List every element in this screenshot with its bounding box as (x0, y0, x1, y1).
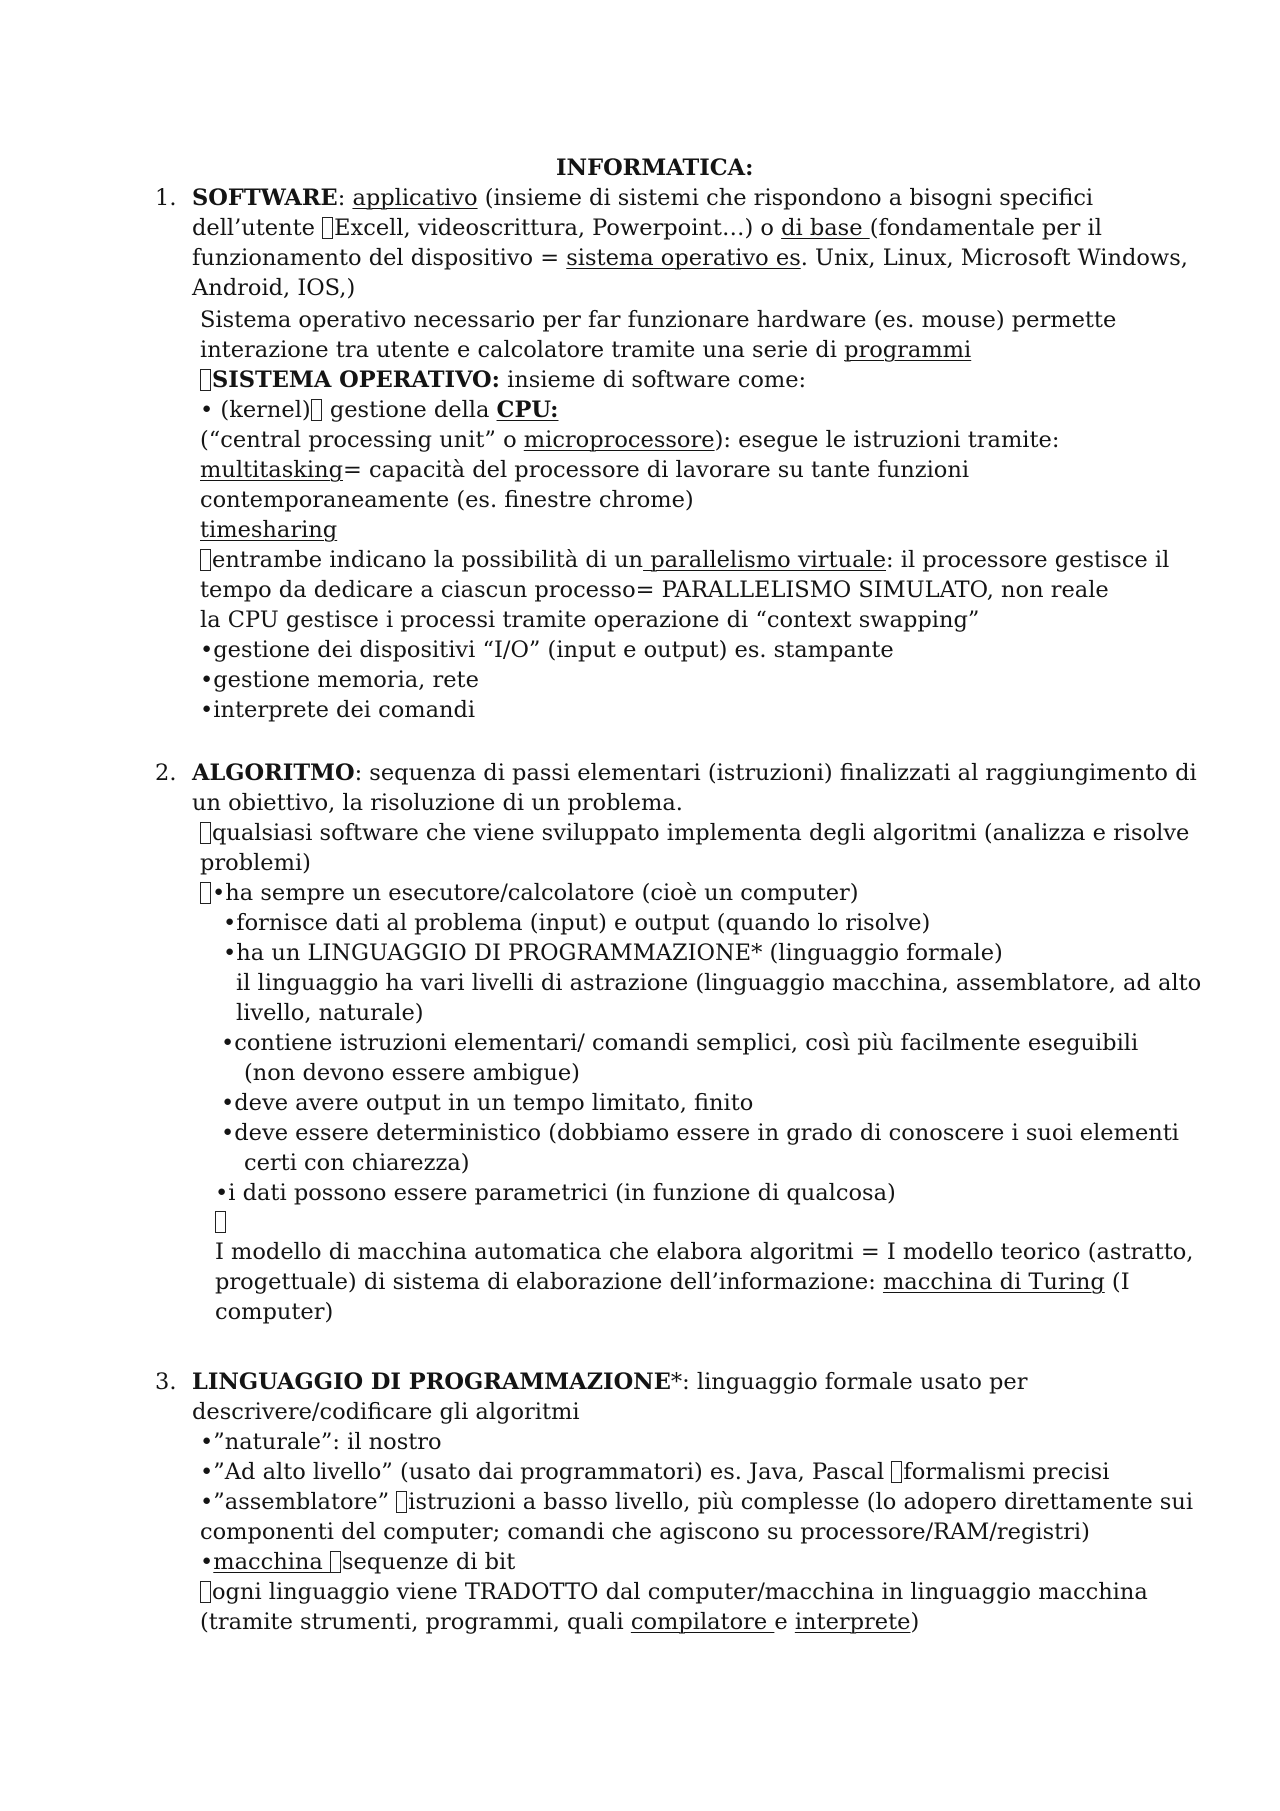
text-line (200, 695, 475, 725)
text-line (244, 1058, 580, 1088)
text-span: • (200, 1549, 214, 1575)
missing-glyph-icon (215, 1211, 226, 1233)
text-span: il linguaggio ha vari livelli di astrazione (linguaggio macchina, assemblatore, ad alto (236, 970, 1202, 996)
text-line (200, 1517, 1090, 1547)
missing-glyph-icon (396, 1491, 407, 1513)
text-line (223, 938, 1003, 968)
text-span: SISTEMA OPERATIVO: (212, 367, 500, 393)
text-span: I modello di macchina automatica che elabora algoritmi = I modello teorico (astratto, (215, 1239, 1194, 1265)
text-span: (insieme di sistemi che rispondono a bisogni specifici (477, 185, 1094, 211)
text-line (192, 1397, 580, 1427)
text-span: funzionamento del dispositivo = (192, 245, 567, 271)
text-span: LINGUAGGIO DI PROGRAMMAZIONE (192, 1369, 671, 1395)
missing-glyph-icon (330, 1551, 341, 1573)
text-line (192, 213, 1102, 243)
text-span: interprete (794, 1609, 911, 1635)
text-span: : sequenza di passi elementari (istruzioni) finalizzati al raggiungimento di (354, 760, 1197, 786)
text-span: ) (910, 1609, 920, 1635)
text-line (200, 665, 479, 695)
text-line (200, 848, 311, 878)
text-span: Excell, videoscrittura, Powerpoint…) o (334, 215, 782, 241)
text-span: •i dati possono essere parametrici (in funzione di qualcosa) (215, 1180, 896, 1206)
text-line (221, 1088, 753, 1118)
text-line (200, 575, 1109, 605)
text-span: •ha sempre un esecutore/calcolatore (cioè un computer) (212, 880, 859, 906)
text-line (215, 1267, 1130, 1297)
text-span: tempo da dedicare a ciascun processo= PARALLELISMO SIMULATO, non reale (200, 577, 1109, 603)
text-span: formalismi precisi (903, 1459, 1110, 1485)
text-span: = capacità del processore di lavorare su tante funzioni (343, 457, 970, 483)
text-span: certi con chiarezza) (244, 1150, 470, 1176)
text-span: •gestione dei dispositivi “I/O” (input e output) es. stampante (200, 637, 894, 663)
text-span: microprocessore (523, 427, 715, 453)
text-line (215, 1207, 227, 1237)
text-line (192, 243, 1188, 273)
text-span: •deve avere output in un tempo limitato, finito (221, 1090, 754, 1116)
text-span: ): esegue le istruzioni tramite: (714, 427, 1060, 453)
missing-glyph-icon (200, 369, 211, 391)
text-line (200, 1427, 442, 1457)
text-span: progettuale) di sistema di elaborazione dell’informazione: (215, 1269, 883, 1295)
missing-glyph-icon (311, 399, 322, 421)
text-line (215, 1297, 333, 1327)
text-span: macchina di Turing (882, 1269, 1105, 1295)
missing-glyph-icon (200, 882, 211, 904)
document-title: INFORMATICA: (556, 155, 754, 181)
text-span: componenti del computer; comandi che agiscono su processore/RAM/registri) (200, 1519, 1090, 1545)
text-line (192, 758, 1197, 788)
text-span: (tramite strumenti, programmi, quali (200, 1609, 631, 1635)
text-line (200, 878, 859, 908)
text-span: ALGORITMO (192, 760, 355, 786)
text-line (200, 818, 1189, 848)
text-span: (fondamentale per il (869, 215, 1102, 241)
text-line (236, 998, 424, 1028)
text-span: e (774, 1609, 795, 1635)
text-span: sequenze di bit (341, 1549, 516, 1575)
text-span: compilatore (630, 1609, 775, 1635)
text-span: entrambe indicano la possibilità di un (212, 547, 644, 573)
text-span: : (337, 185, 353, 211)
text-span: • (kernel) (200, 397, 311, 423)
text-span: descrivere/codificare gli algoritmi (192, 1399, 580, 1425)
section-number: 3. (155, 1369, 177, 1395)
text-span: applicativo (352, 185, 478, 211)
text-span: CPU: (496, 397, 559, 423)
missing-glyph-icon (200, 822, 211, 844)
text-span: SOFTWARE (192, 185, 338, 211)
text-span: (I (1104, 1269, 1130, 1295)
text-span: •fornisce dati al problema (input) e output (quando lo risolve) (223, 910, 931, 936)
text-span: •”Ad alto livello” (usato dai programmatori) es. Java, Pascal (200, 1459, 892, 1485)
section-number: 1. (155, 185, 177, 211)
text-span: sistema operativo es (566, 245, 801, 271)
text-span: ogni linguaggio viene TRADOTTO dal computer/macchina in linguaggio macchina (212, 1579, 1148, 1605)
text-span: macchina (213, 1549, 330, 1575)
text-span: di base (781, 215, 870, 241)
text-span: problemi) (200, 850, 311, 876)
text-line (200, 605, 979, 635)
text-span: •deve essere deterministico (dobbiamo essere in grado di conoscere i suoi elementi (221, 1120, 1179, 1146)
text-span: computer) (215, 1299, 334, 1325)
text-span: •interprete dei comandi (200, 697, 476, 723)
text-span: interazione tra utente e calcolatore tramite una serie di (200, 337, 845, 363)
text-span: programmi (844, 337, 972, 363)
missing-glyph-icon (322, 217, 333, 239)
text-span: •”naturale”: il nostro (200, 1429, 442, 1455)
text-span: (“central processing unit” o (200, 427, 524, 453)
text-span: •”assemblatore” (200, 1489, 397, 1515)
text-line (200, 1577, 1148, 1607)
text-line (244, 1148, 470, 1178)
missing-glyph-icon (200, 549, 211, 571)
text-line (192, 788, 683, 818)
text-span: •ha un LINGUAGGIO DI PROGRAMMAZIONE* (linguaggio formale) (223, 940, 1003, 966)
missing-glyph-icon (891, 1461, 902, 1483)
text-line (200, 305, 1116, 335)
text-span: insieme di software come: (499, 367, 807, 393)
text-span: *: linguaggio formale usato per (670, 1369, 1028, 1395)
text-span: dell’utente (192, 215, 323, 241)
text-line (200, 635, 894, 665)
text-line (215, 1178, 896, 1208)
text-line (200, 1607, 919, 1637)
text-span: (non devono essere ambigue) (244, 1060, 580, 1086)
text-span: qualsiasi software che viene sviluppato implementa degli algoritmi (analizza e risolve (212, 820, 1190, 846)
text-span: la CPU gestisce i processi tramite operazione di “context swapping” (200, 607, 980, 633)
text-line (221, 1028, 1138, 1058)
text-span: livello, naturale) (236, 1000, 424, 1026)
text-line (192, 1367, 1028, 1397)
text-line (200, 455, 969, 485)
text-span: istruzioni a basso livello, più complesse (lo adopero direttamente sui (408, 1489, 1194, 1515)
text-span: •contiene istruzioni elementari/ comandi semplici, così più facilmente eseguibili (221, 1030, 1139, 1056)
text-line (200, 515, 337, 545)
text-line (223, 908, 930, 938)
text-span: parallelismo virtuale (643, 547, 887, 573)
text-line (200, 1487, 1193, 1517)
text-span: Sistema operativo necessario per far funzionare hardware (es. mouse) permette (200, 307, 1117, 333)
text-line (236, 968, 1201, 998)
text-span: •gestione memoria, rete (200, 667, 479, 693)
text-line (200, 365, 806, 395)
text-line (200, 485, 694, 515)
missing-glyph-icon (200, 1581, 211, 1603)
text-span: Android, IOS,) (192, 275, 356, 301)
text-line (200, 1547, 515, 1577)
text-line (200, 335, 971, 365)
text-line (200, 1457, 1109, 1487)
text-span: . Unix, Linux, Microsoft Windows, (800, 245, 1188, 271)
text-line (221, 1118, 1179, 1148)
section-number: 2. (155, 760, 177, 786)
text-span: multitasking (200, 457, 343, 483)
text-line (200, 545, 1169, 575)
text-line (192, 273, 355, 303)
text-line (192, 183, 1093, 213)
text-span: : il processore gestisce il (886, 547, 1170, 573)
text-span: gestione della (322, 397, 497, 423)
text-line (215, 1237, 1193, 1267)
text-span: un obiettivo, la risoluzione di un problema. (192, 790, 683, 816)
text-span: timesharing (200, 517, 338, 543)
text-span: contemporaneamente (es. finestre chrome) (200, 487, 694, 513)
text-line (200, 425, 1059, 455)
text-line (200, 395, 558, 425)
